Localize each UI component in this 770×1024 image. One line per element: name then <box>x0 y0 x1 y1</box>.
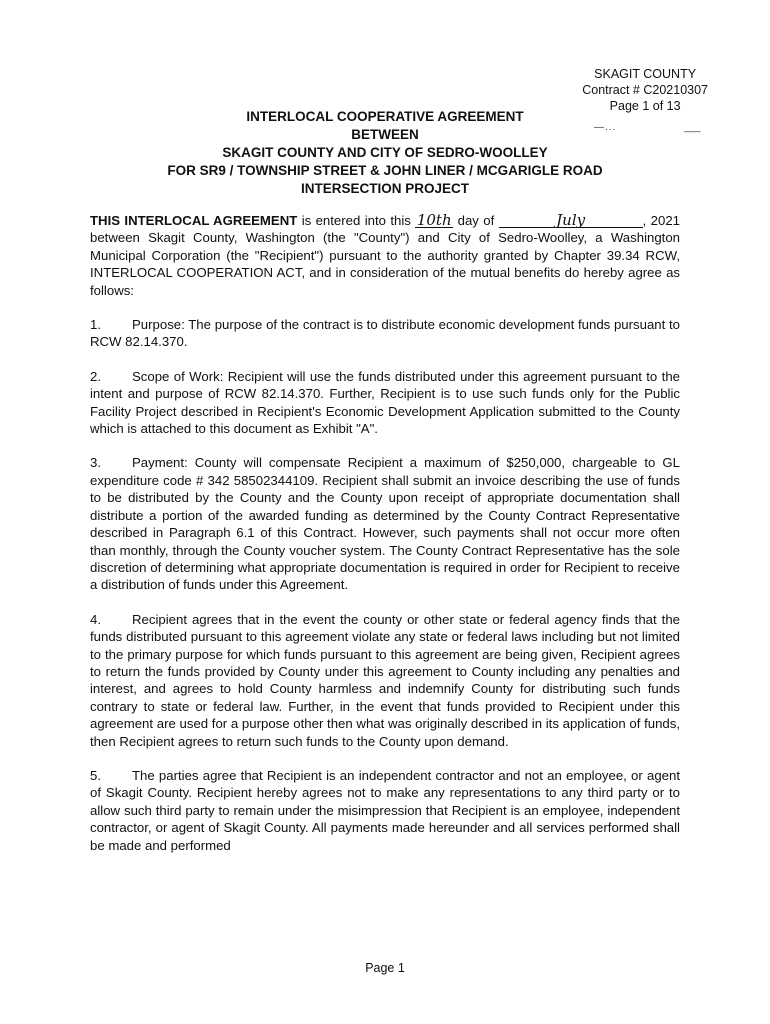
document-title <box>0 108 770 198</box>
section-4 <box>90 611 680 750</box>
title-line-1: INTERLOCAL COOPERATIVE AGREEMENT <box>246 109 524 124</box>
section-number: 5. <box>90 767 101 783</box>
section-number: 1. <box>90 317 101 333</box>
section-number: 4. <box>90 611 101 627</box>
page-footer: Page 1 <box>365 961 405 975</box>
header-county: SKAGIT COUNTY <box>594 67 697 81</box>
contract-header <box>582 66 708 114</box>
header-dashes-right: ___ <box>684 122 701 133</box>
section-text: The parties agree that Recipient is an independent contractor and not an employee, or agent of Skagit County. Recipient hereby agrees not to make any representations to any third party or to allow such third party to remain under the misimpression that Recipient is an employee, independent contractor, or agent of Skagit County. All payments made hereunder and all services performed shall be made and performed <box>90 767 680 853</box>
section-1 <box>90 316 680 351</box>
section-text: Payment: County will compensate Recipient a maximum of $250,000, chargeable to GL expenditure code # 342 58502344109. Recipient shall submit an invoice describing the use of funds to be distributed by the County and the County upon receipt of appropriate documentation shall distribute a portion of the awarded funding as determined by the County Contract Representative described in Paragraph 6.1 of this Contract. However, such payments shall not occur more often than monthly, through the County voucher system. The County Contract Representative has the sole discretion of determining what appropriate documentation is required in order for Recipient to receive a distribution of funds under this Agreement. <box>90 455 680 593</box>
intro-text-b: day of <box>453 213 499 228</box>
intro-text-c: , 2021 between Skagit County, Washington (the "County") and City of Sedro-Woolley, a Washington Municipal Corporation (the "Recipient") pursuant to the authority granted by Chapter 39.34 RCW, INTERLOCAL COOPERATION ACT, and in consideration of the mutual benefits do hereby agree as follows: <box>90 213 681 298</box>
document-body <box>90 212 680 871</box>
title-line-4: FOR SR9 / TOWNSHIP STREET & JOHN LINER / MCGARIGLE ROAD <box>167 163 603 178</box>
section-number: 2. <box>90 368 101 384</box>
intro-paragraph <box>90 212 680 299</box>
header-contract-number: Contract # C20210307 <box>582 83 708 97</box>
intro-lead: THIS INTERLOCAL AGREEMENT <box>90 213 298 228</box>
title-line-3: SKAGIT COUNTY AND CITY OF SEDRO-WOOLLEY <box>222 145 548 160</box>
handwritten-month: July <box>499 213 643 228</box>
section-2 <box>90 368 680 438</box>
header-page-count: Page 1 of 13 <box>609 99 681 113</box>
section-3 <box>90 454 680 593</box>
handwritten-day: 10th <box>416 211 452 229</box>
section-5 <box>90 767 680 854</box>
title-line-5: INTERSECTION PROJECT <box>300 181 470 196</box>
title-line-2: BETWEEN <box>351 127 419 142</box>
section-text: Purpose: The purpose of the contract is to distribute economic development funds pursuant to RCW 82.14.370. <box>90 317 680 350</box>
section-text: Scope of Work: Recipient will use the funds distributed under this agreement pursuant to the intent and purpose of RCW 82.14.370. Further, Recipient is to use such funds only for the Public Facility Project described in Recipient's Economic Development Application submitted to the County which is attached to this document as Exhibit "A". <box>90 368 680 437</box>
section-text: Recipient agrees that in the event the county or other state or federal agency finds that the funds distributed pursuant to this agreement violate any state or federal laws including but not limited to the primary purpose for which funds pursuant to this agreement are being given, Recipient agrees to return the funds provided by County under this agreement to County including any penalties and interest, and agrees to hold County harmless and indemnify County for distributing such funds contrary to state or federal law. Further, in the event that funds provided to Recipient under this agreement are used for a purpose other then what was originally described in its application of funds, then Recipient agrees to return such funds to the County upon demand. <box>90 611 680 749</box>
intro-text-a: is entered into this <box>297 213 416 228</box>
header-dashes-left: —... <box>594 122 617 133</box>
section-number: 3. <box>90 455 101 471</box>
